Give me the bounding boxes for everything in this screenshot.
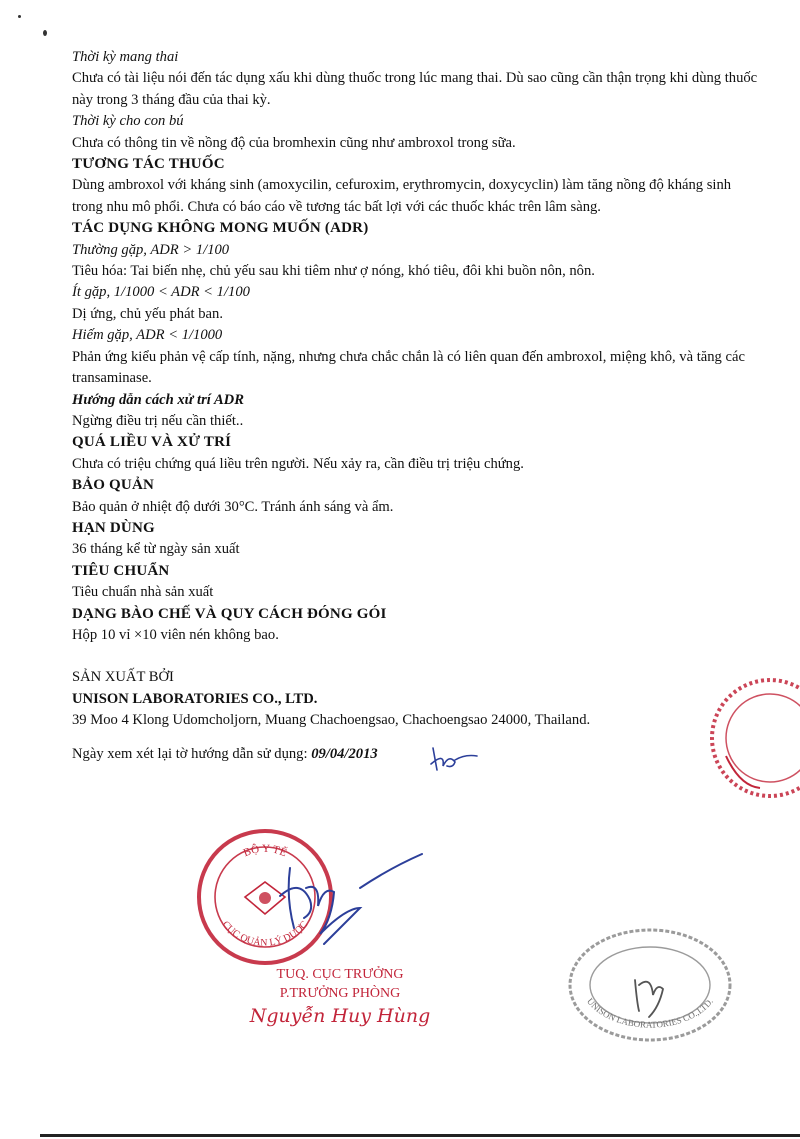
package-heading: DẠNG BÀO CHẾ VÀ QUY CÁCH ĐÓNG GÓI	[72, 605, 387, 622]
adr-rare-paragraph: Phản ứng kiểu phản vệ cấp tính, nặng, nhưng chưa chắc chắn là có liên quan đến ambroxol, miệng khô, và tăng các transaminase.	[72, 348, 745, 387]
shelf-life-paragraph: 36 tháng kể từ ngày sản xuất	[72, 541, 240, 558]
adr-uncommon-subheading: Ít gặp, 1/1000 < ADR < 1/100	[72, 284, 250, 301]
spacer	[72, 646, 762, 667]
authority-line-2: P.TRƯỞNG PHÒNG	[279, 986, 401, 1001]
manufacturer-address: 39 Moo 4 Klong Udomcholjorn, Muang Chachoengsao, Chachoengsao 24000, Thailand.	[72, 712, 591, 729]
manufacturer-name: UNISON LABORATORIES CO., LTD.	[72, 690, 318, 707]
svg-text:UNISON LABORATORIES CO.,LTD.	[585, 996, 715, 1030]
lactation-paragraph: Chưa có thông tin về nồng độ của bromhexin cũng như ambroxol trong sữa.	[72, 134, 516, 151]
pregnancy-subheading: Thời kỳ mang thai	[72, 49, 179, 65]
authority-stamp-text	[230, 965, 450, 1026]
review-date-value: 09/04/2013	[311, 745, 378, 762]
authority-signer-name: Nguyễn Huy Hùng	[249, 1005, 431, 1027]
review-date-label: Ngày xem xét lại tờ hướng dẫn sử dụng:	[72, 745, 312, 762]
scan-speck	[43, 30, 47, 36]
overdose-paragraph: Chưa có triệu chứng quá liều trên người. Nếu xảy ra, cần điều trị triệu chứng.	[72, 455, 524, 472]
shelf-life-heading: HẠN DÙNG	[72, 519, 155, 536]
adr-guide-subheading: Hướng dẫn cách xử trí ADR	[72, 391, 244, 408]
interactions-paragraph: Dùng ambroxol với kháng sinh (amoxycilin, cefuroxim, erythromycin, doxycyclin) làm tăng nồng độ kháng sinh trong nhu mô phổi. Chưa có báo cáo về tương tác bất lợi với các thuốc khác trên lâm sàng.	[72, 177, 732, 215]
review-date-line	[72, 744, 762, 765]
standard-heading: TIÊU CHUẨN	[72, 562, 170, 579]
pregnancy-paragraph: Chưa có tài liệu nói đến tác dụng xấu khi dùng thuốc trong lúc mang thai. Dù sao cũng cần thận trọng khi dùng thuốc này trong 3 tháng đầu của thai kỳ.	[72, 70, 758, 108]
lactation-subheading: Thời kỳ cho con bú	[72, 113, 184, 130]
initials-signature-icon	[425, 744, 485, 774]
scan-speck	[18, 15, 21, 18]
storage-heading: BẢO QUẢN	[72, 477, 155, 494]
adr-guide-paragraph: Ngừng điều trị nếu cần thiết..	[72, 412, 244, 429]
interactions-heading: TƯƠNG TÁC THUỐC	[72, 156, 225, 173]
director-signature-icon	[250, 848, 430, 958]
adr-uncommon-paragraph: Dị ứng, chủ yếu phát ban.	[72, 305, 223, 322]
spacer	[72, 732, 762, 744]
authority-line-1: TUQ. CỤC TRƯỞNG	[276, 967, 404, 982]
standard-paragraph: Tiêu chuẩn nhà sản xuất	[72, 584, 214, 601]
adr-heading: TÁC DỤNG KHÔNG MONG MUỐN (ADR)	[72, 220, 369, 237]
storage-paragraph: Bảo quản ở nhiệt độ dưới 30°C. Tránh ánh sáng và ẩm.	[72, 498, 394, 515]
leaflet-body	[72, 47, 762, 765]
authority-seal-top-text: BỘ Y TẾ	[241, 842, 289, 860]
adr-common-paragraph: Tiêu hóa: Tai biến nhẹ, chủ yếu sau khi tiêm như ợ nóng, khó tiêu, đôi khi buồn nôn, nôn.	[72, 263, 595, 280]
unison-seal-icon	[565, 925, 735, 1045]
unison-seal-bottom-text: UNISON LABORATORIES CO.,LTD.	[585, 996, 715, 1030]
scan-bottom-edge	[40, 1134, 800, 1137]
manufacturer-label: SẢN XUẤT BỞI	[72, 669, 174, 686]
adr-common-subheading: Thường gặp, ADR > 1/100	[72, 241, 230, 258]
authority-seal-bottom-text: CỤC QUẢN LÝ DƯỢC	[219, 919, 311, 949]
overdose-heading: QUÁ LIỀU VÀ XỬ TRÍ	[72, 434, 232, 451]
package-paragraph: Hộp 10 vỉ ×10 viên nén không bao.	[72, 626, 279, 643]
partial-red-seal-icon	[700, 676, 800, 806]
adr-rare-subheading: Hiếm gặp, ADR < 1/1000	[72, 327, 223, 344]
